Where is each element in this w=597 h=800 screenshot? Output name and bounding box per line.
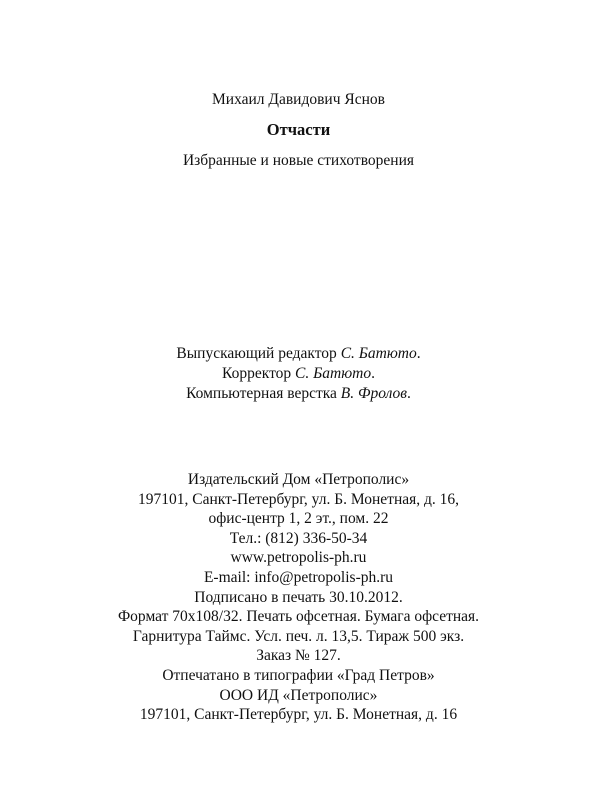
book-subtitle: Избранные и новые стихотворения bbox=[182, 152, 415, 169]
order-number: Заказ № 127. bbox=[256, 647, 341, 665]
credit-end: . bbox=[371, 365, 375, 382]
credit-corrector bbox=[0, 364, 597, 384]
imprint-block bbox=[0, 470, 597, 725]
credit-person: С. Батюто bbox=[340, 345, 417, 362]
credit-role: Корректор bbox=[222, 365, 292, 382]
credit-end: . bbox=[416, 345, 421, 362]
credit-role: Выпускающий редактор bbox=[176, 345, 337, 362]
credit-person: В. Фролов bbox=[340, 385, 408, 402]
print-format: Формат 70x108/32. Печать офсетная. Бумага офсетная. bbox=[117, 608, 480, 626]
credits-block bbox=[0, 344, 597, 404]
author-name: Михаил Давидович Яснов bbox=[212, 91, 385, 108]
book-title: Отчасти bbox=[266, 120, 331, 139]
publisher-phone: Тел.: (812) 336-50-34 bbox=[229, 529, 368, 547]
credit-role: Компьютерная верстка bbox=[186, 385, 337, 402]
publisher-address: 197101, Санкт-Петербург, ул. Б. Монетная, д. 16, bbox=[137, 490, 460, 508]
credit-layout bbox=[0, 384, 597, 404]
printing-company: ООО ИД «Петрополис» bbox=[219, 686, 378, 704]
publisher-name: Издательский Дом «Петрополис» bbox=[187, 471, 410, 488]
publisher-office: офис-центр 1, 2 эт., пом. 22 bbox=[208, 510, 389, 528]
printing-house: Отпечатано в типографии «Град Петров» bbox=[162, 666, 435, 684]
credit-end: . bbox=[407, 385, 411, 402]
credit-person: С. Батюто bbox=[295, 365, 372, 382]
printing-address: 197101, Санкт-Петербург, ул. Б. Монетная, д. 16 bbox=[139, 706, 458, 724]
print-typeface: Гарнитура Таймс. Усл. печ. л. 13,5. Тираж 500 экз. bbox=[132, 627, 465, 645]
publisher-email: E-mail: info@petropolis-ph.ru bbox=[203, 568, 394, 586]
publisher-website: www.petropolis-ph.ru bbox=[230, 549, 367, 567]
print-date: Подписано в печать 30.10.2012. bbox=[194, 588, 403, 606]
credit-editor bbox=[0, 344, 597, 364]
